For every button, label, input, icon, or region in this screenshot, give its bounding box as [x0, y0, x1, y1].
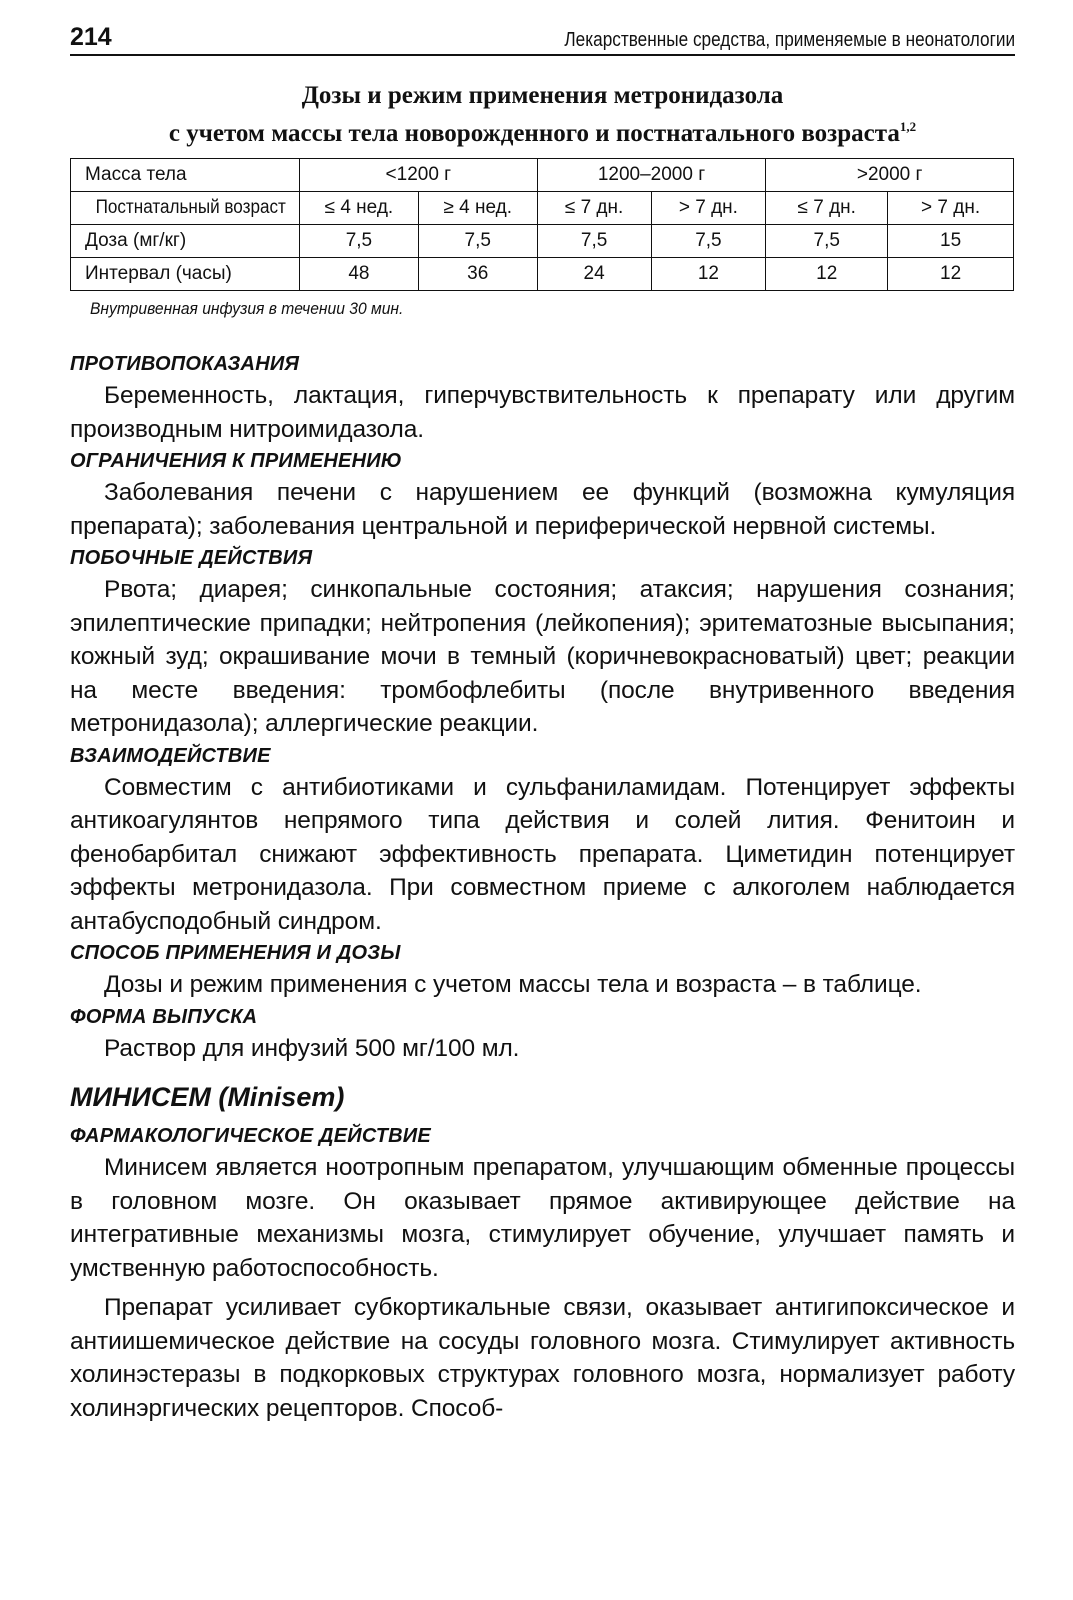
age-cell: > 7 дн. [651, 192, 766, 225]
running-head [70, 18, 1015, 56]
table-cell: 15 [888, 225, 1014, 258]
table-row-dose [71, 225, 1014, 258]
table-title-line-2-text: с учетом массы тела новорожденного и постнатального возраста [168, 120, 900, 147]
section-text: Рвота; диарея; синкопальные состояния; атаксия; нарушения сознания; эпилептические припадки; нейтропения (лейкопения); эритематозные высыпания; кожный зуд; окрашивание мочи в темный (коричневокрасноватый) цвет; реакции на месте введения: тромбофлебиты (после внутривенного введения метронидазола); аллергические реакции. [70, 576, 1015, 737]
running-title: Лекарственные средства, применяемые в неонатологии [564, 29, 1015, 51]
table-title-line-1: Дозы и режим применения метронидазола [301, 82, 784, 109]
age-cell: ≥ 4 нед. [418, 192, 537, 225]
dose-table [70, 158, 1014, 291]
table-note: Внутривенная инфузия в течении 30 мин. [90, 299, 404, 318]
row-label-dose: Доза (мг/кг) [71, 225, 300, 258]
section-text: Совместим с антибиотиками и сульфаниламидам. Потенцирует эффекты антикоагулянтов непрямого типа действия и солей лития. Фенитоин и фенобарбитал снижают эффективность препарата. Циметидин потенцирует эффекты метронидазола. При совместном приеме с алкоголем наблюдается антабусподобный синдром. [70, 773, 1015, 935]
row-label-interval: Интервал (часы) [71, 258, 300, 291]
table-cell: 12 [766, 258, 888, 291]
mass-group-cell: <1200 г [299, 159, 537, 192]
table-cell: 7,5 [537, 225, 651, 258]
table-cell: 12 [651, 258, 766, 291]
row-label-age-text: Постнатальный возраст [95, 197, 286, 218]
table-row-interval [71, 258, 1014, 291]
table-cell: 36 [418, 258, 537, 291]
section-text: Препарат усиливает субкортикальные связи, оказывает антигипоксическое и антиишемическое действие на сосуды головного мозга. Стимулирует активность холинэстеразы в подкорковых структурах головного мозга, нормализует работу холинэргических рецепторов. Способ- [70, 1294, 1015, 1422]
table-cell: 7,5 [418, 225, 537, 258]
section-heading: ФОРМА ВЫПУСКА [70, 1005, 258, 1028]
table-row-age [71, 192, 1014, 225]
mass-group-cell: >2000 г [766, 159, 1014, 192]
table-cell: 7,5 [651, 225, 766, 258]
table-title-line-2 [70, 111, 1015, 149]
row-label-age [71, 192, 300, 225]
section-contraindications [70, 349, 1015, 446]
section-text: Раствор для инфузий 500 мг/100 мл. [104, 1034, 520, 1062]
section-heading: ФАРМАКОЛОГИЧЕСКОЕ ДЕЙСТВИЕ [70, 1125, 431, 1147]
section-text: Заболевания печени с нарушением ее функций (возможна кумуляция препарата); заболевания центральной и периферической нервной системы. [70, 479, 1015, 540]
row-label-mass: Масса тела [71, 159, 300, 192]
section-heading: ПРОТИВОПОКАЗАНИЯ [70, 353, 300, 375]
section-heading: ПОБОЧНЫЕ ДЕЙСТВИЯ [70, 547, 313, 569]
section-heading: ОГРАНИЧЕНИЯ К ПРИМЕНЕНИЮ [70, 450, 402, 472]
page-number: 214 [70, 23, 112, 51]
mass-group-cell: 1200–2000 г [537, 159, 766, 192]
table-title [70, 80, 1015, 149]
section-text: Минисем является ноотропным препаратом, улучшающим обменные процессы в головном мозге. Он оказывает прямое активирующее действие на интегративные механизмы мозга, стимулирует обучение, улучшает память и умственную работоспособность. [70, 1154, 1015, 1282]
table-row-mass [71, 159, 1014, 192]
book-page [70, 18, 1015, 1425]
table-cell: 7,5 [299, 225, 418, 258]
section-pharmacology [70, 1121, 1015, 1425]
section-restrictions [70, 446, 1015, 543]
table-cell: 7,5 [766, 225, 888, 258]
section-interactions [70, 741, 1015, 939]
table-cell: 12 [888, 258, 1014, 291]
age-cell: ≤ 7 дн. [766, 192, 888, 225]
section-heading: СПОСОБ ПРИМЕНЕНИЯ И ДОЗЫ [70, 942, 401, 964]
age-cell: ≤ 4 нед. [299, 192, 418, 225]
section-text: Дозы и режим применения с учетом массы тела и возраста – в таблице. [104, 971, 922, 998]
table-cell: 48 [299, 258, 418, 291]
section-dosage [70, 938, 1015, 1002]
section-heading: ВЗАИМОДЕЙСТВИЕ [70, 744, 271, 767]
table-cell: 24 [537, 258, 651, 291]
age-cell: ≤ 7 дн. [537, 192, 651, 225]
drug-title: МИНИСЕМ (Minisem) [70, 1082, 345, 1112]
age-cell: > 7 дн. [888, 192, 1014, 225]
section-release-form [70, 1002, 1015, 1066]
footnote-ref: 1,2 [899, 119, 917, 134]
section-text: Беременность, лактация, гиперчувствительность к препарату или другим производным нитроимидазола. [70, 382, 1015, 443]
section-side-effects [70, 543, 1015, 741]
